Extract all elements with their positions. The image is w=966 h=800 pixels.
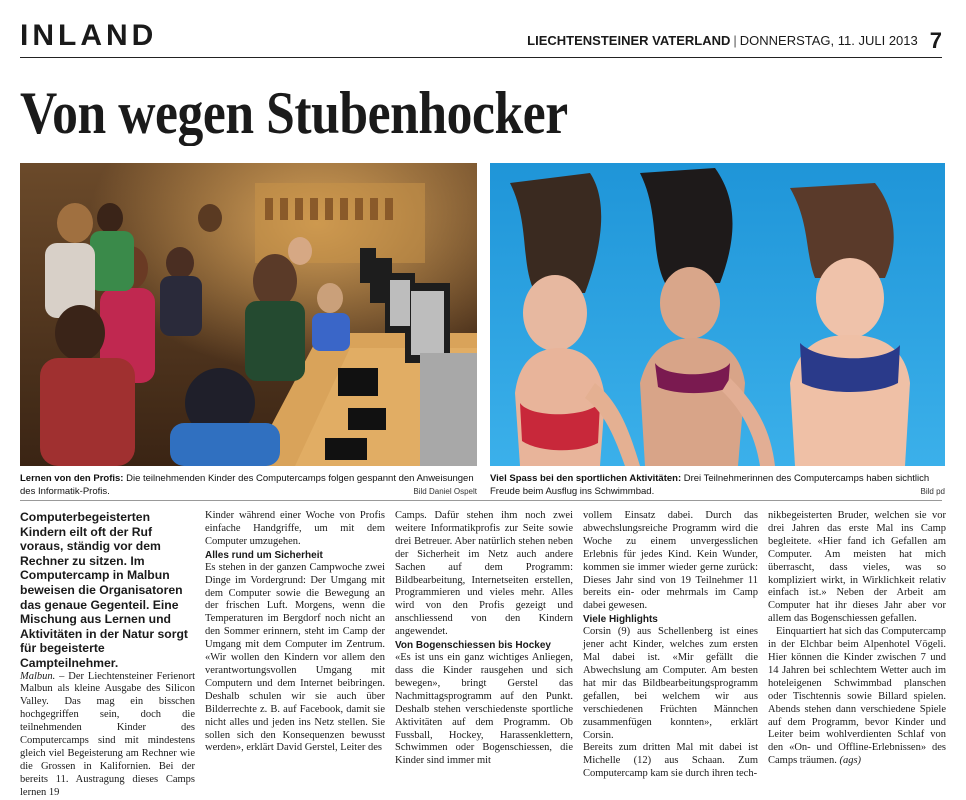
article-column-3 (395, 510, 573, 768)
subheading: Alles rund um Sicherheit (205, 549, 323, 561)
author-tag: (ags) (839, 755, 862, 767)
subheading: Viele Highlights (583, 614, 658, 626)
masthead-separator: | (733, 33, 737, 48)
body-paragraph: vollem Einsatz dabei. Durch das abwechslungsreiche Programm wird die Woche zu einem unvergesslichen Erlebnis für jedes Kind. Kein Wunder, kommen sie immer wieder gerne zurück: Dieses Jahr sind von 19 Teilnehmer 11 bereits ein- oder mehrmals im Camp dabei gewesen. (583, 510, 758, 612)
body-text: – Der Liechtensteiner Ferienort Malbun als kleine Ausgabe des Silicon Valley. Das mag ein bisschen hochgegriffen sein, doch die teilnehmenden Kinder des Computercamps sind mit mindestens gleich viel Begeisterung am Rechner wie die Grossen in Kalifornien. Bei der bereits 11. Austragung dieses Camps lernen 19 (20, 670, 195, 798)
dateline: Malbun. (20, 670, 56, 682)
body-paragraph: Corsin (9) aus Schellenberg ist eines jener acht Kinder, welches zum ersten Mal dabei ist. «Mir gefällt die Abwechslung am Computer. Am besten hat mir das Bildbearbeitungsprogramm gefallen, bei welchem wir aus verschiedenen Früchten Männchen zusammenfügen konnten», erklärt Corsin. (583, 626, 758, 741)
caption-title: Viel Spass bei den sportlichen Aktivitäten: (490, 473, 682, 484)
article-lead: Computerbegeisterten Kindern eilt oft der Ruf voraus, ständig vor dem Rechner zu sitzen. Im Computercamp in Malbun beweisen die Organisatoren das genaue Gegenteil. Eine Mischung aus Lernen und Aktivitäten in der Natur sorgt für begeisterte Campteilnehmer. (20, 510, 188, 670)
caption-text: Drei Teilnehmerinnen des Computercamps haben sichtlich Freude beim Ausflug ins Schwimmbad. (490, 473, 930, 497)
body-paragraph: Camps. Dafür stehen ihm noch zwei weitere Informatikprofis zur Seite sowie drei Betreuer. Aber natürlich stehen neben der Sicherheit im Netz auch andere Sachen auf dem Programm: Bildbearbeitung, Internetseiten erstellen, Programmieren und vieles mehr. Alles wird von den Profis gezeigt und anschliessend von den Kindern angewendet. (395, 510, 573, 638)
newspaper-name: LIECHTENSTEINER VATERLAND (527, 33, 731, 48)
body-paragraph: Es stehen in der ganzen Campwoche zwei Dinge im Vordergrund: Der Umgang mit dem Computer sowie die Bewegung an der frischen Luft. Morgens, wenn die Temperaturen im Bergdorf noch nicht an den Sommer erinnern, steht im Camp der Umgang mit dem Computer im Zentrum. «Wir wollen den Kindern vor allem den verantwortungsvollen Umgang mit Computern und dem Internet beibringen. Deshalb schulen wir sie auch über Bilderrechte z. B. auf Facebook, damit sie nicht alles und jeden ins Netz stellen. Sie sollen sich den Konsequenzen bewusst werden», erklärt David Gerstel, Leiter des (205, 561, 385, 754)
caption-title: Lernen von den Profis: (20, 473, 124, 484)
body-paragraph: Kinder während einer Woche von Profis einfache Handgriffe, um mit dem Computer umzugehen. (205, 510, 385, 547)
photo-credit-right: Bild pd (920, 487, 945, 496)
header-rule (20, 57, 942, 58)
photo-computer-camp (20, 163, 477, 466)
issue-date: DONNERSTAG, 11. JULI 2013 (739, 33, 918, 48)
article-headline: Von wegen Stubenhocker (20, 80, 568, 146)
caption-text: Die teilnehmenden Kinder des Computercamps folgen gespannt den Anweisungen des Informatik-Profis. (20, 473, 474, 497)
body-text: Einquartiert hat sich das Computercamp in der Elchbar beim Alpenhotel Vögeli. Hier können die Kinder zwischen 7 und 14 Jahren bei schlechtem Wetter auch im hoteleigenen Schwimmbad planschen oder Tischtennis sowie Billard spielen. Abends stehen dann verschiedene Spiele auf dem Programm, bevor Kinder und Leiter beim wohlverdienten Schlaf von den «On- und Offline-Erlebnissen» des Camps träumen. (768, 626, 946, 767)
subheading: Von Bogenschiessen bis Hockey (395, 640, 551, 652)
section-title: INLAND (20, 19, 158, 52)
article-column-1 (20, 510, 195, 800)
page-number: 7 (929, 28, 942, 53)
caption-rule (20, 500, 942, 501)
body-paragraph (768, 626, 946, 768)
article-column-2 (205, 510, 385, 755)
body-paragraph: nikbegeisterten Bruder, welchen sie vor drei Jahren das erste Mal ins Camp begleitete. «Hier fand ich Gefallen am Computer. Am meisten hat mich überrascht, dass vieles, was so kompliziert wirkt, in Wirklichkeit relativ einfach ist.» Neben der Arbeit am Computer hat ihr dieses Jahr aber vor allem das Bogenschiessen gefallen. (768, 510, 946, 625)
body-paragraph: Bereits zum dritten Mal mit dabei ist Michelle (12) aus Schaan. Zum Computercamp kam sie durch ihren tech- (583, 742, 758, 780)
article-column-5 (768, 510, 946, 768)
photo-credit-left: Bild Daniel Ospelt (413, 487, 477, 496)
body-paragraph (20, 671, 195, 800)
article-column-4 (583, 510, 758, 781)
photo-swimming-girls (490, 163, 945, 466)
masthead-info (527, 28, 942, 53)
body-paragraph: «Es ist uns ein ganz wichtiges Anliegen, dass die Kinder rausgehen und sich bewegen», bringt Gerstel das Nachmittagsprogramm auf den Punkt. Deshalb stehen verschiedenste sportliche Aktivitäten auf dem Programm. Ob Fussball, Hockey, Harassenklettern, Schwimmen oder Bogenschiessen, die Kinder sind immer mit (395, 652, 573, 767)
